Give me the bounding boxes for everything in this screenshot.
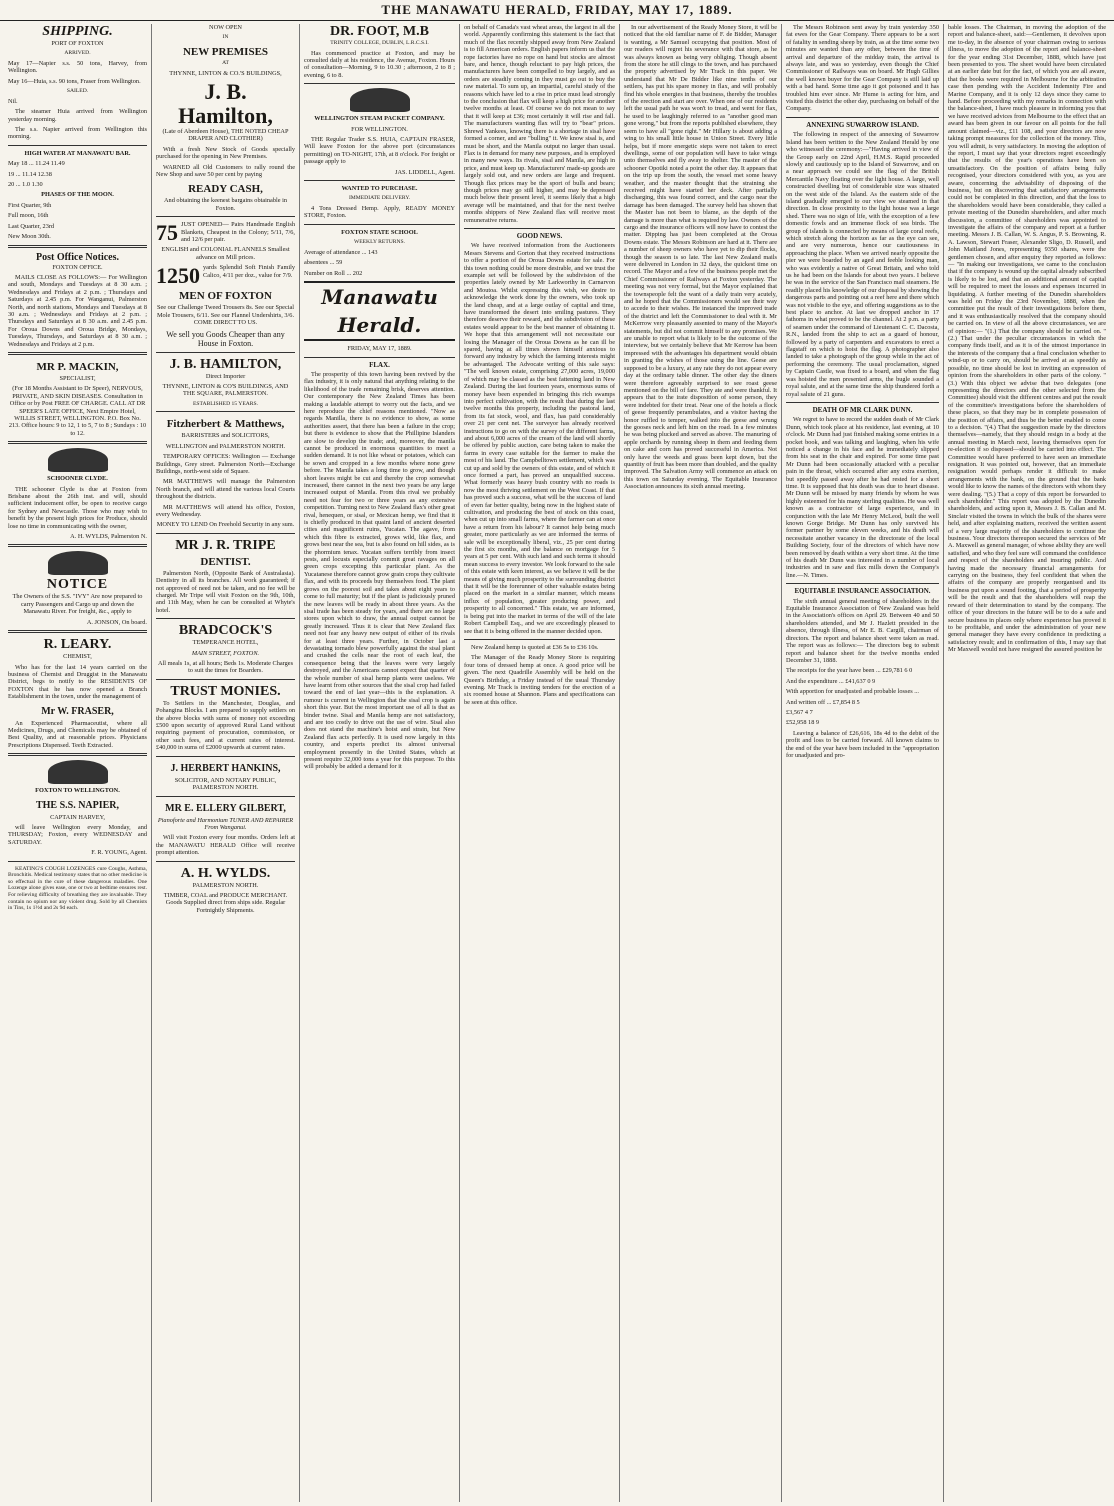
fitzherbert-offices: TEMPORARY OFFICES: Wellington — Exchange Buildings, Grey street. Palmerston North—Exchange Buildings, north-west side of Square. bbox=[156, 453, 295, 475]
bradcock-body: All meals 1s, at all hours; Beds 1s. Moderate Charges to suit the times for Boarders. bbox=[157, 660, 294, 675]
open-line-4: AT bbox=[222, 60, 229, 66]
wylds-body: TIMBER, COAL and PRODUCE MERCHANT. Goods Supplied direct from ships side. Regular Fortnightly Shipments. bbox=[163, 891, 288, 914]
napier-heading: FOXTON TO WELLINGTON. bbox=[35, 787, 120, 795]
fraser-name: Mr W. FRASER, bbox=[41, 705, 114, 717]
good-news-heading: GOOD NEWS. bbox=[516, 231, 563, 240]
cheaper-text: We sell you Goods Cheaper than any House in Foxton. bbox=[166, 329, 285, 348]
wsp-heading: WELLINGTON STEAM PACKET COMPANY. bbox=[314, 115, 445, 123]
wsp-sign: JAS. LIDDELL, Agent. bbox=[395, 168, 455, 176]
established: ESTABLISHED 15 YEARS. bbox=[192, 400, 259, 407]
gilbert-body: Will visit Foxton every four months. Orders left at the MANAWATU HERALD Office will receive prompt attention. bbox=[156, 834, 295, 857]
post-office-heading: Post Office Notices. bbox=[35, 251, 120, 263]
notice-body: The Owners of the S.S. "IVY" Are now prepared to carry Passengers and Cargo up and down the Manawatu River. For freight, &c., apply to bbox=[12, 593, 143, 616]
moon-row: Full moon, 16th bbox=[8, 212, 49, 220]
hankins-name: J. HERBERT HANKINS, bbox=[170, 762, 281, 774]
bradcock-sub: TEMPERANCE HOTEL, bbox=[192, 639, 259, 647]
wylds-name: A. H. WYLDS. bbox=[180, 865, 271, 881]
column-1 bbox=[4, 24, 152, 1502]
napier-sign: F. R. YOUNG, Agent. bbox=[91, 849, 147, 857]
dunn-body: We regret to have to record the sudden death of Mr Clark Dunn, which took place at his residence, last evening, at 10 o'clock. Mr Dunn had just finished making some entries in a pocket book, and was talking and laughing, when his wife noticed a change in his face and he immediately slipped from his seat in the chair and expired. For some time past Mr Dunn had been occasionally attacked with a peculiar pain in the throat, which occurred after any extra exertion, but speedily passed away after he had rested for a short time. It is supposed that his death was due to heart disease. Mr Dunn will be missed by many friends by whom he was highly esteemed for his many sterling qualities. He was well known as a contractor of large experience, and in conjunction with the late Mr Henry McLeod, built the well known Gorge Bridge. Mr Dunn has only survived his former partner by some eleven weeks, and his death will necessitate another vacancy in the directorate of the local Building Society, four of the directors of which have now been removed by death within a very short time. At the time of his death Mr Dunn was interested in a number of local industries and in saw and flax mills down the Company's line.—N. Times. bbox=[786, 416, 939, 579]
wsp-for: FOR WELLINGTON. bbox=[351, 125, 408, 133]
jbh-importer-name: J. B. HAMILTON, bbox=[169, 356, 282, 372]
sailed-label: SAILED. bbox=[66, 88, 89, 95]
leary-sub: CHEMIST, bbox=[63, 653, 92, 661]
tide-heading: HIGH WATER AT MANAWATU BAR. bbox=[24, 149, 131, 157]
open-line-3: NEW PREMISES bbox=[182, 46, 269, 58]
dateline: FRIDAY, MAY 17, 1889. bbox=[347, 345, 412, 353]
column-3 bbox=[300, 24, 460, 1502]
tide-row: 20 ... 1.0 1.30 bbox=[8, 181, 43, 189]
calico-text: yards Splendid Soft Finish Family Calico, 4/11 per doz., value for 7/9. bbox=[203, 264, 295, 279]
equitable-heading: EQUITABLE INSURANCE ASSOCIATION. bbox=[794, 587, 931, 596]
equitable-row: And the expenditure ... £41,637 0 9 bbox=[786, 677, 876, 685]
moon-row: New Moon 30th. bbox=[8, 233, 51, 241]
tripe-body: Palmerston North, (Opposite Bank of Australasia). Dentistry in all its branches. All work guaranteed; if not approved of need not be taken, and no fee will be charged. Mr Tripe will visit Foxton on the 9th, 10th, and 11th May, when he can be consulted at Whyte's hotel. bbox=[156, 569, 295, 614]
arrival-2: May 16—Huia, s.s. 90 tons, Fraser from Wellington. bbox=[8, 77, 141, 85]
school-row: Average of attendance ... 143 bbox=[304, 248, 378, 256]
post-office-body: MAILS CLOSE AS FOLLOWS:— For Wellington and south, Mondays and Tuesdays at 8 30 a.m. ; Wednesdays and Fridays at 2 p.m. ; Thursdays and Saturdays at 2.45 p.m. For Wanganui, Palmerston North, and north stations, Mondays and Tuesdays at 8 30 a.m. ; Wednesdays and Fridays at 2 p.m. ; Thursdays and Saturdays at 8 30 a.m. and 2.45 p.m. For Oroua Downs and Oroua Bridge, Mondays, Tuesdays, Thursdays, and Saturdays at 8 30 a.m. ; Wednesdays and Fridays at 2 p.m. bbox=[8, 273, 147, 348]
local-news-body: In our advertisement of the Ready Money Store, it will be noticed that the old familiar name of F. de Bidder, Manager is wanting, a Mr Samuel occupying that position. Most of our readers will regret his severance with that store, as he was always known as being very obliging. Though absent from the store he still clings to the town, and has purchased the property advertised by Mr Track in this paper. We understand that Mr De Bidder like nine tenths of our settlers, has put his spare money in flax, and will probably find his whole energies in that business, thereby the troubles of the erection and start are over. When one of our residents left the usual path he was won't to tread, and went for flax, he used to be laughingly referred to as "another good man gone wrong," but from the reports published elsewhere, they seem to have all "gone right." Mr Hillary is about adding a wing to his small little house in Union Street. Every little helps, but if more energetic steps were not taken to erect dwellings, some of our population will have to take wings unto themselves and fly away to shelter. The master of the schooner Opotiki noted a point the other day. It appears that on the trip up from the south, the vessel met some heavy weather, and the master thought that the straining she received might have started her deck. After partially discharging, this was found correct, and the cargo near the damage has been damaged. The survey held has shown that the Master has not been to blame, as the depth of the damage is more than what is required by law. Owners of the cargo and the insurance officers will now have to contest the matter. Dipping has just been completed at the Oroua Downs estate. The Messrs Robinson are hard at it. There are a number of sheep owners who have yet to dip their flocks, though the season is so late. The last New Zealand mails were delivered in London in 32 days, the quickest time on record. The Mayor and a few of the business people met the Chief Commissioner of Railways at Foxton yesterday. The meeting was not very formal, but the Mayor explained that the townspeople felt the want of a daily train very acutely, and he hoped that the Commissioners would see their way to accede to their wishes. He instanced the improved trade of the district and left the Commissioner to deal with it. Mr McKerrow very pleasantly assented to many of the Mayor's statements, but did not commit himself to any promises. We are unable to report what is likely to be the outcome of the interview, but we certainly believe that Mr Kerrow has been impressed with the advantages his department would obtain in granting the wishes of those using the line. Geese are supposed to be a luxury, at any rate they do not appear every day at the ordinary table dinner. The other day the diners were therefore agreeably surprised to see roast geese mentioned on the bill of fare. They ate and were thankful. It appears that to the irate disposition of some person, they were indebted for their treat. Near one of the hotels a flock of geese frequently perambulates, and a visitor having the honor ruffled to temper, walked into the geese and wrung the gooses neck and left him on the road. In a few minutes he was being plucked and served as above. The manuring of apple orchards by running sheep in them and feeding them on cake and corn has proved successful in America. Not only have the weeds and grass been kept down, but the quantity of fruit has been more than doubled, and the quality improved. The Salvation Army will commence an attack on this town on Saturday evening. The Equitable Insurance Association announces its sixth annual meeting. bbox=[624, 24, 777, 491]
gilbert-name: MR E. ELLERY GILBERT, bbox=[165, 802, 286, 814]
fraser-body: An Experienced Pharmaceutist, where all Medicines, Drugs, and Chemicals may be obtained of Best Quality, and at reasonable prices. Physicians Prescriptions Dispensed. Teeth Extracted. bbox=[8, 719, 147, 749]
bradcock-name: BRADCOCK'S bbox=[178, 623, 273, 639]
men-body: See our Challenge Tweed Trousers 8s. See our Special Mole Trousers, 6/11. See our Flannel Undershirts, 3/6. COME DIRECT TO US. bbox=[156, 304, 295, 327]
ready-cash: READY CASH, bbox=[188, 183, 263, 196]
num-75: 75 bbox=[156, 220, 178, 246]
tide-row: May 18 ... 11.24 11.49 bbox=[8, 160, 65, 168]
flax-heading: FLAX. bbox=[369, 360, 390, 369]
equitable-tail: Leaving a balance of £26,616, 18s 4d to the debit of the profit and loss to be carried forward. All known claims to the end of the year have been included in the "appropriation for unadjusted and pro- bbox=[786, 729, 939, 759]
num-1250: 1250 bbox=[156, 263, 200, 289]
schooner-illustration bbox=[48, 448, 108, 472]
notice-heading: NOTICE bbox=[46, 577, 109, 593]
trust-body: To Settlers in the Manchester, Douglas, and Pohangina Blocks. I am prepared to supply settlers on the above blocks with sums of money not exceeding £500 upon security of approved Rural Land without requiring payment of procuration, commission, or other such fees, and at current rates of interest. £40,000 in sums of £2000 upwards at current rates. bbox=[156, 699, 295, 752]
school-row: Number on Roll ... 202 bbox=[304, 269, 363, 277]
matthews-text: MR MATTHEWS will manage the Palmerston North branch, and will attend the various local Courts throughout the districts. bbox=[156, 478, 295, 501]
masthead: THE MANAWATU HERALD, FRIDAY, MAY 17, 1889. bbox=[0, 0, 1114, 21]
column-5 bbox=[620, 24, 782, 1502]
tripe-name: MR J. R. TRIPE bbox=[175, 537, 276, 553]
steamer-illustration bbox=[48, 551, 108, 575]
equitable-row: £52,958 18 9 bbox=[786, 719, 820, 727]
arrival-1: May 17—Napier s.s. 50 tons, Harvey, from Wellington. bbox=[8, 60, 147, 75]
foot-name: DR. FOOT, M.B bbox=[330, 24, 429, 39]
equitable-row: And written off ... £7,854 8 5 bbox=[786, 698, 860, 706]
blankets-text: JUST OPENED— Pairs Handmade English Blankets, Cheapest in the Colony; 5/11, 7/6, and 12/6 per pair. bbox=[181, 221, 295, 244]
leary-body: Who has for the last 14 years carried on the business of Chemist and Druggist in the Manawatu District, begs to notify to the RESIDENTS OF FOXTON that he has now opened a Branch Establishment in the town, under the management of bbox=[8, 663, 147, 701]
moon-row: Last Quarter, 23rd bbox=[8, 222, 55, 230]
wanted-heading: WANTED TO PURCHASE. bbox=[341, 185, 418, 193]
wanted-body: 4 Tons Dressed Hemp. Apply, READY MONEY STORE, Foxton. bbox=[304, 205, 455, 220]
leary-heading: R. LEARY. bbox=[43, 637, 112, 653]
shipping-heading: SHIPPING. bbox=[42, 24, 113, 39]
arrived-label: ARRIVED. bbox=[64, 50, 91, 57]
men-of-foxton: MEN OF FOXTON bbox=[179, 290, 272, 303]
napier-ship: THE S.S. NAPIER, bbox=[35, 799, 120, 811]
wanted-sub: IMMEDIATE DELIVERY. bbox=[348, 195, 411, 202]
equitable-row: £3,567 4 7 bbox=[786, 708, 813, 716]
huia-illustration bbox=[350, 88, 410, 112]
good-news-body: We have received information from the Auctioneers Messrs Stevens and Gorton that they received instructions to offer a portion of the Oroua Downs estate for sale. For this town nothing could be more desirable, and we trust the example set will be followed by the subdivision of the properties lately owned by Mr Larkworthy in Carnarvon and Moutoa. Whilst expressing this wish, we desire to acknowledge the work done by the owners, who took up the land cheap, and at a large outlay of capital and time, have transformed the desert into smiling pastures. They therefore deserve their reward, and the subdivision of these estates would appear to be the best manner of obtaining it. We hope that this arrangement will not necessitate our losing the Manager of the Oroua Downs as he can ill be spared, having at all times shown himself anxious to forward any industry by which the farming interests might be advantaged. The Advocate writing of this sale says: "The well known estate, comprising 27,000 acres, 19,000 of which may be classed as the best fattening land in New Zealand. During the last fourteen years, enormous sums of money have been expended in bringing this rich swamps into perfect cultivation, with the result that during the last twelve months this property, including the pastoral land, from its fat stock, wool, and flax, has paid considerably over 21 per cent net. The surveyor has already received instructions to go on with the survey of the different farms, and about 6,000 acres of the cream of the land will shortly be offered by public auction, care being taken to make the farms in every case suitable for the farmer to make the most of his land. The Campbelltown settlement, which was cut up and sold by the owners of this estate, and of which it once formed a part, has proved an unqualified success. What formerly was heavy bush country with no roads is now the most thriving settlement on the West Coast. If that has proved such a success, what will be the success of land of even far better quality, being now in the highest state of cultivation, and producing the best of stock on this coast, when cut up into small farms, where the farmer can at once have a return from his labour? It cannot help being much greater, more particularly as we are informed the terms of sale will be exceptionally liberal, viz., 25 per cent during the first six months, and the balance on mortgage for 5 years at 5 per cent. With such land and such terms it should mean success to every investor. We look forward to the sale of this estate with keen interest, as we believe it will be the means of giving much prosperity to the surrounding district that it will be the forerunner of other valuable estates being placed on the market in a similar manner, which means influx of population, greater producing power, and prosperity to all concerned." This estate, we are informed, is being put into the market in terms of the will of the late Robert Campbell Esq., and we are exceedingly pleased to see that it is being offered in the manner decided upon. bbox=[464, 242, 615, 635]
warned-text: WARNED all Old Customers to rally round the New Shop and save 50 per cent by paying bbox=[156, 163, 295, 179]
napier-illustration bbox=[48, 760, 108, 784]
moon-row: First Quarter, 9th bbox=[8, 201, 52, 209]
trust-monies: TRUST MONIES. bbox=[170, 683, 281, 699]
ready-cash-sub: And obtaining the keenest bargains obtainable in Foxton. bbox=[164, 197, 287, 212]
suwarrow-heading: ANNEXING SUWARROW ISLAND. bbox=[806, 120, 919, 129]
clyde-heading: SCHOONER CLYDE. bbox=[47, 475, 108, 483]
foot-body: Has commenced practice at Foxton, and may be consulted daily at his residence, the Avenue, Foxton. Hours of consultation—Morning, 9 to 10.30 ; afternoon, 2 to 8 ; evening, 6 to 8. bbox=[304, 49, 455, 79]
mackin-sub: SPECIALIST, bbox=[59, 374, 96, 382]
foot-sub: TRINITY COLLEGE, DUBLIN, L.R.C.S.I. bbox=[330, 40, 429, 46]
equitable-row: The receipts for the year have been ... £29,781 6 0 bbox=[786, 667, 913, 675]
school-sub: WEEKLY RETURNS. bbox=[353, 239, 406, 246]
hankins-sub: SOLICITOR, AND NOTARY PUBLIC, PALMERSTON NORTH. bbox=[174, 776, 277, 792]
school-heading: FOXTON STATE SCHOOL bbox=[341, 228, 418, 236]
dentist-heading: DENTIST. bbox=[200, 555, 251, 568]
gilbert-sub: Pianoforte and Harmonium TUNER AND REPAIRER From Wanganui. bbox=[157, 816, 294, 831]
napier-body: will leave Wellington every Monday, and THURSDAY; Foxton, every WEDNESDAY and SATURDAY. bbox=[8, 823, 147, 846]
wsp-body: THE Regular Trader S.S. HUIA, CAPTAIN FRASER, Will leave Foxton for the above port (circumstances permitting) on TO-NIGHT, 17th, at 8 o'clock. For freight or passage apply to bbox=[304, 136, 455, 166]
fitzherbert-sub: BARRISTERS and SOLICITORS, bbox=[181, 432, 270, 440]
equitable-body: The sixth annual general meeting of shareholders in the Equitable Insurance Association of New Zealand was held in the Association's offices on April 29. Between 40 and 50 shareholders attended, and Mr J. Hazlett presided in the absence, through illness, of Mr E. B. Cargill, chairman of directors. The report and balance sheet were taken as read. The report was as follows:— The directors beg to submit report and balance sheet for the twelve months ended December 31, 1888. bbox=[786, 597, 939, 664]
column-4 bbox=[460, 24, 620, 1502]
matthews-text-2: MR MATTHEWS will attend his office, Foxton, every Wednesday. bbox=[156, 503, 295, 518]
fitzherbert-name: Fitzherbert & Matthews, bbox=[166, 418, 285, 431]
open-line-5: THYNNE, LINTON & CO.'S BUILDINGS, bbox=[169, 69, 282, 77]
robinson-note: The Messrs Robinson sent away by train yesterday 350 fat ewes for the Gear Company. There appears to be a sort of fatality in sending sheep by train, as at the time some two minutes are wanted than any other, between the time of arrival and departure of the midday train, the arrival is always late, and was so yesterday, even though the Chief Commissioner of Railways was on board. Mr Hugh Gillies the well known buyer for the Gear Company is still laid up with a bad hand. Some time ago it got poisoned and it has troubled him ever since. Mr Hume is acting for him, and visited this district the other day, purchasing on behalf of the Company. bbox=[786, 24, 939, 113]
clyde-body: THE schooner Clyde is due at Foxton from Brisbane about the 26th inst. and will, should sufficient inducement offer, be open to receive cargo for Sydney and Newcastle. Those who may wish to benefit by the present high prices for Produce, should lose no time in communicating with the owner, bbox=[8, 485, 147, 530]
school-row: absentees ... 59 bbox=[304, 259, 343, 267]
notice-sign: A. JONSON, On board. bbox=[86, 618, 147, 626]
newspaper-page bbox=[4, 24, 1110, 1502]
suwarrow-body: The following in respect of the annexing of Suwarrow Island has been written to the New Zealand Herald by one who witnessed the ceremony:—"Having arrived in view of the Group early on 22nd April, H.M.S. Rapid proceeded slowly and cautiously up to the Island of Suwarrow, and on a near approach we could see the flag of the British Mercantile Navy floating over the light house. A large, well constructed dwelling but of considerable size was situated on the west side of the Island. As the eastern side of the island gradually emerged to our view we steamed in that direction. In close proximity to the light house was a large shed. There was no sign of life, with the exception of a few domestic fowls and an immense flock of sea birds. The group of islands is connected by means of large coral reefs, which stretch along the horizon as far as the eye can see, and are very numerous, hence our cautiousness in approaching the place. When we arrived nearly opposite the pier we were boarded by an aged and feeble looking man, who was evidently a native of Great Britain, and who told us he had been on the Islands for about two years. I believe he was in the service of the San Francisco mail steamers. He readily placed his knowledge of our disposal by showing the dangerous parts and pointing out a reef here and there which was not visible to the eye, and offering suggestions as to the best place to anchor. At last we dropped anchor in 17 fathoms in what proved to be the channel. At 2 p.m. a party of seamen under the command of Lieutenant C. C. Dacosta, R.N., landed from the ship to act as a guard of honour, followed by a party of carpenters and excavators to erect a flagstaff on which to hoist the flag. A photographer also landed to take a photograph of the group while in the act of performing the ceremony. The usual proclamation, signed by Captain Castle, was fixed to a board, and when the flag was hoisted the men presented arms, the bugle sounded a royal salute, and at the same time the ship thundered forth a royal salute of 21 guns. bbox=[786, 131, 939, 398]
shipping-note-2: The s.s. Napier arrived from Wellington this morning. bbox=[8, 126, 147, 141]
open-line-1: NOW OPEN bbox=[209, 24, 242, 31]
column-2 bbox=[152, 24, 300, 1502]
sailed-nil: Nil. bbox=[8, 97, 18, 105]
napier-captain: CAPTAIN HARVEY, bbox=[50, 813, 105, 821]
port-label: PORT OF FOXTON bbox=[51, 40, 104, 47]
newspaper-flag: Manawatu Herald. bbox=[304, 281, 455, 341]
fitzherbert-loc: WELLINGTON and PALMERSTON NORTH. bbox=[165, 442, 286, 450]
hemp-quote: New Zealand hemp is quoted at £36 5s to £36 10s. bbox=[471, 643, 599, 651]
keating-ad: KEATING'S COUGH LOZENGES cure Coughs, Asthma, Bronchitis. Medical testimony states that no other medicine is so effectual in the cure of these dangerous maladies. One Lozenge alone gives ease, one or two at bedtime ensures rest. For relieving difficulty of breathing they are invaluable. They contain no opium nor any violent drug. Sold by all Chemists in Tins, 1s 1½d and 2s 9d each. bbox=[8, 865, 147, 912]
equitable-continued: bable losses. The Chairman, in moving the adoption of the report and balance-sheet, said:—Gentlemen, it devolves upon me to-day, in the absence of your chairman owing to serious illness, to move the adoption of the report and balance-sheet for the year ending 31st December, 1888, which have just been presented to you. The sheet would have been circulated at an earlier date but for the fact, of which you are all aware, that the books were required in Melbourne for the arbitration case then pending with the Accident Indemnity Fire and Marine Company, and it is only 12 days since they came to hand. Before proceeding with my remarks in connection with the balance-sheet, I have much pleasure in informing you that we have received advices from Melbourne to the effect that an award has been given in our favour on all points for the full amount claimed—viz., £11 108, and your directors are now taking prompt measures for the collection of the money. This, you will admit, is very satisfactory. In moving the adoption of the report, I must say that your directors regret exceedingly that the results of the year's operations have been so unsatisfactory. On the position of affairs being fully recognised, your directors considered with you, as you are aware, concerning the advisability of disposing of the business, but on discovering that satisfactory arrangements could not be completed in this direction, and that the loss to the shareholders would have been considerable, they called a private meeting of the Dunedin shareholders, and after much discussion, a committee of shareholders was appointed to investigate the affairs of the company and report at a further meeting. Messrs J. B. Callan, W. S. Angus, P. S. Browning, R. A. Lawson, Stewart Fraser, Alexander Sligo, D. Russell, and John Maitland Jones, representing 9350 shares, were the gentlemen chosen, and after enquiry they reported as follows:— "In making our investigations, we came to the conclusion that if the company is wound up the capital already subscribed is likely to be lost, and that an additional amount of capital will be required to meet the losses and expenses incurred in liquidating. A further meeting of the Dunedin shareholders was held on Friday the 23rd November, 1888, when the committee put the result of their investigations before them, and it was enthusiastically resolved that the company should be carried on. In view of all the above circumstances, we are of opinion:— "(1.) That the company should be carried on. "(2.) That under the peculiar circumstances in which the company finds itself, and as it is of the utmost importance in the interests of the company that a final conclusion whether to wind-up or to carry on, should be arrived at as speedily as possible, no time should be lost in inviting an expression of opinion from the shareholders in other parts of the colony. "(3.) With this object we advise that two delegates (one representing the directors and the other selected from the Committee) should visit the different centres and put the result of the committee's investigations before the shareholders of these places, so that they may be in complete possession of the position of affairs, and thus be the better enabled to come to a decision. "(4.) That the suggestion made by the directors themselves—namely, that they should resign in a body at the annual meeting in March next, leaving themselves open for re-election if so disposed—should be carried into effect. The Committee would have preferred to have seen an immediate resignation. It was pointed out, however, that an immediate resignation would perhaps render it difficult to make arrangements with the bank, on the ground that the bank would like to know the names of the directors with whom they were dealing. "(5.) That a copy of this report be forwarded to each shareholder." This report was adopted by the Dunedin shareholders, and acting upon it, Messrs J. B. Callan and M. Sinclair visited the towns in which the bulk of the shares were held, and after explaining matters, received the written assent of a very large majority of the shareholders to continue the business. Your directors thereupon secured the services of Mr A. Maxwell as general manager, of whose ability they are well satisfied, and who they feel sure will command the confidence and respect of the shareholders and insuring public. And having made the necessary financial arrangements for carrying on the business, they feel confident that when the affairs of the company are properly reorganised and its business put upon a sound footing, that a period of prosperity will be the result and that the shareholders will reap the reward of their determination to stand by the company. The office of your directors in the future will be to do a safe and secure business in places only where experience has proved it to be profitable, and under the administration of your new general manager they have every confidence in predicting a satisfactory result; and in confirmation of this, I may say that Mr Maxwell would not have resigned the assured position he bbox=[948, 24, 1106, 654]
money-to-lend: MONEY TO LEND On Freehold Security in any sum. bbox=[156, 521, 295, 529]
mackin-heading: MR P. MACKIN, bbox=[36, 360, 119, 373]
column-7 bbox=[944, 24, 1110, 1502]
local-notes: The Manager of the Ready Money Store is requiring four tons of dressed hemp at once. A good price will be given. The next Quadrille Assembly will be held on the Queen's Birthday, a Friday instead of the usual Thursday evening. Mr Track is inviting tenders for the erection of a six roomed house at Shannon. Plans and specifications can be seen at this office. bbox=[464, 654, 615, 706]
flannels-text: ENGLISH and COLONIAL FLANNELS Smallest advance on Mill prices. bbox=[161, 246, 290, 261]
mackin-body: (For 18 Months Assistant to Dr Speer), NERVOUS, PRIVATE, AND SKIN DISEASES. Consultation in Office or by Post FREE OF CHARGE. CALL AT DR SPEER'S LATE OFFICE, Next Empire Hotel, WILLIS STREET, WELLINGTON. P.O. Box No. 213. Office hours: 9 to 12, 1 to 5, 7 to 8 ; Sundays : 10 to 12. bbox=[8, 385, 147, 437]
jbh-importer-sub: Direct Importer bbox=[205, 372, 246, 380]
post-office-sub: FOXTON OFFICE. bbox=[52, 263, 103, 271]
hamilton-body: With a fresh New Stock of Goods specially purchased for the opening in New Premises. bbox=[156, 145, 295, 161]
flax-continued: on behalf of Canada's vast wheat areas, the largest in all the world. Apparently confirming this statement is the fact that much of the flax recently shipped away from New Zealand is to fill American orders. English papers inform us that the rope factories have no rope on hand but stocks are almost bare, and hence, though reluctant to pay high prices, the manufacturers have been compelled to buy largely, and as orders are steadily coming in they must go out to buy the raw material. To sum up, an impartial, careful study of the reasons which have led to a rise in price must lead strongly to the conclusion that flax will keep a high price for another twelve months at least. Of course we do not mean to say that it will keep at £36; most certainly it will rise and fall. The manufacturers wanting flax will try to "bear" prices. Shrewd Yankees, knowing there is a shortage in sisal have formed a corner, and are "bulling" it. We know sisal is, and must be short, and the Manila output no larger than usual. Flax is in demand for many new purposes, and is employed in many new ways. Its rivals, sisal and Manila, are high in price, and must keep up. Manufacturers' made-up goods are largely sold out, and new orders are large and frequent. Though flax prices may be the sport of bulls and bears; though prices may go still higher, and may be depressed much below their present level, it seems likely that a high average will be maintained, and that for the next twelve months shippers of New Zealand flax will receive most remunerative returns. bbox=[464, 24, 615, 224]
dunn-heading: DEATH OF MR CLARK DUNN. bbox=[812, 405, 913, 414]
tide-row: 19 ... 11.14 12.38 bbox=[8, 170, 52, 178]
bradcock-street: MAIN STREET, FOXTON. bbox=[191, 649, 260, 657]
hamilton-sub: (Late of Aberdeen House), THE NOTED CHEAP DRAPER AND CLOTHIER) bbox=[162, 128, 289, 143]
wylds-sub: PALMERSTON NORTH. bbox=[192, 881, 259, 889]
open-line-2: IN bbox=[222, 34, 229, 41]
flax-body: The prosperity of this town having been revived by the flax industry, it is only natural that anything relating to the likelihood of the trade remaining brisk, deserves attention. Our contemporary the New Zealand Times has been making a laudable attempt to worry out the facts, and we here reproduce the chief reasons mentioned. "Now as regards Manilla, there is no evidence to show, as some authorities assert, that there has been a failure in the crop; but there is evidence to show that the Phillipine Islanders are slow to develop the trade; and, moreover, the manila cannot be produced in enormous quantities to meet a sudden demand. It is not like wheat or potatoes, which can be sown and cropped in a few months where none grew before. The Manila takes a long time to grow, and though short leaves might be cut and thereby the crop somewhat increased, there cannot in the next two years be any large increased output of Manila. From this rival we probably need not fear for two or three years as any extensive competition. Turning next to New Zealand flax's other great rival, henequen, or sisal, or Mexican hemp, we find that it is chiefly produced in that quaint land of ancient deserted cities and magnificent ruins, Yucatan. The agave, from which this fibre is extracted, grows wild, like flax, and grows best near the sea, but is also found on hill sides, as is the phormium tenax. Yucatan suffers terribly from insect pests, and locusts especially commit great ravages on all green crops excepting this particular plant. As the Yucatanese therefore cannot grow grain crops they cultivate flax, and with its proceeds buy themselves food. The plant grows on the poorest soil and takes about eight years to come to full maturity; but if the plant is judiciously pruned the new leaves will be ready in about three years. As the sisal trade has been steady for years, and there are no large stores upon which to draw, the annual output cannot be greatly increased. Thus it is clear that New Zealand flax need not fear any heavy new output of either of its rivals for at least three years. Further, in October last a devastating tornado blew powerfully against the sisal plant and crushed the cells near the root of each leaf, the consequence being that the leaves were very largely destroyed, and the Americans cannot expect that quarter of the whole number of sisal hemp plants were useless. We have learnt from other sources that the sisal crop had failed toward the end of last year—this is the explanation. A rumour is current in Wellington that the sisal crop is again short this year. But the most important use of all is that as binder twine. Sisal and Manila hemp are not satisfactory, and are too costly to drive out the use of wire. Sisal also does not stand the machine's hoist and strain, but New Zealand flax acts perfectly. It is used now largely in this country, and experts predict its almost universal employment presently in the United States, which at present require 32,000 tons a year for this purpose. To this will probably be added a demand for it bbox=[304, 370, 456, 771]
shipping-note-1: The steamer Huia arrived from Wellington yesterday morning. bbox=[8, 108, 147, 123]
clyde-sign: A. H. WYLDS, Palmerston N. bbox=[70, 533, 147, 541]
hamilton-name: J. B. Hamilton, bbox=[178, 79, 273, 128]
calico-block bbox=[156, 264, 295, 288]
jbh-importer-body: THYNNE, LINTON & CO'S BUILDINGS, AND THE SQUARE, PALMERSTON. bbox=[162, 382, 289, 398]
column-6 bbox=[782, 24, 944, 1502]
equitable-row: With apportion for unadjusted and probable losses ... bbox=[786, 688, 920, 696]
moon-heading: PHASES OF THE MOON. bbox=[41, 191, 114, 199]
blankets-block bbox=[156, 221, 295, 246]
